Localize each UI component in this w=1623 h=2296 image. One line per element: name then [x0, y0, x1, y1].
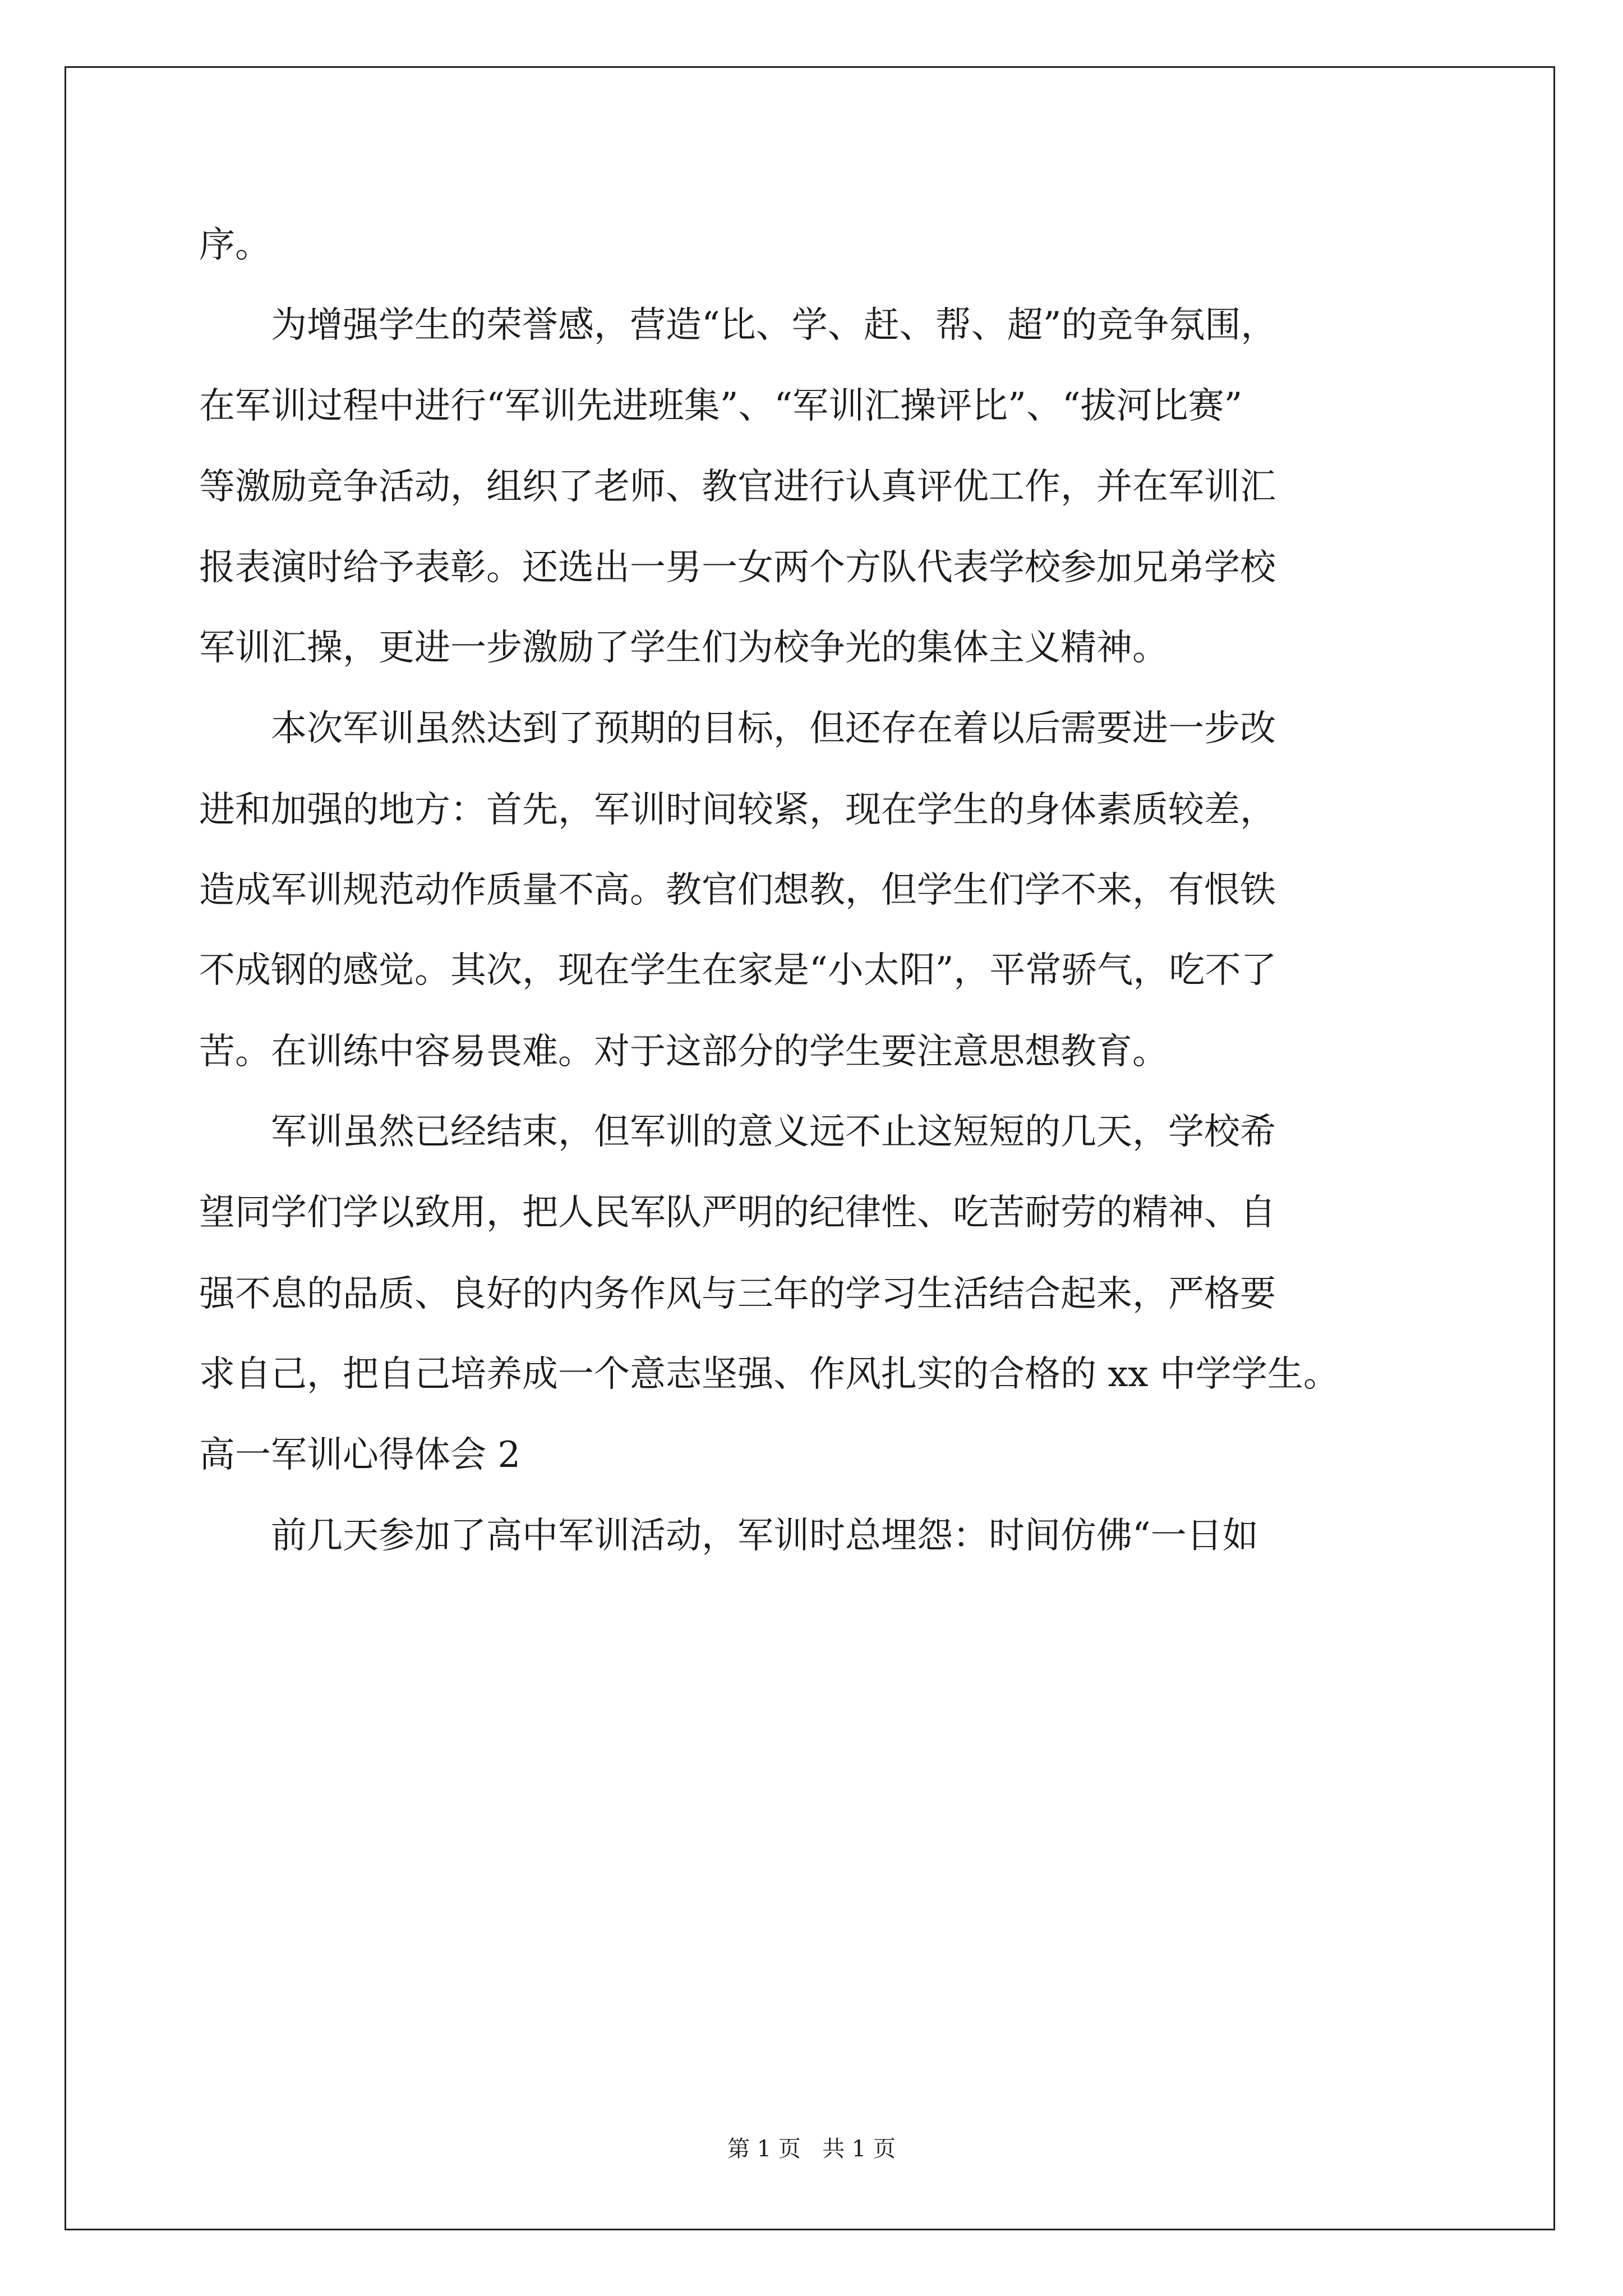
text-line: 在军训过程中进行“军训先进班集”、“军训汇操评比”、“拔河比赛” [199, 385, 1243, 427]
text-line: 进和加强的地方：首先，军训时间较紧，现在学生的身体素质较差， [199, 789, 1276, 831]
text-line: 前几天参加了高中军训活动，军训时总埋怨：时间仿佛“一日如 [199, 1515, 1258, 1557]
text-line: 本次军训虽然达到了预期的目标，但还存在着以后需要进一步改 [199, 708, 1276, 749]
section-heading: 高一军训心得体会 2 [199, 1434, 521, 1476]
page-footer: 第 1 页 共 1 页 [727, 2136, 896, 2162]
text-line: 求自己，把自己培养成一个意志坚强、作风扎实的合格的 xx 中学学生。 [199, 1354, 1339, 1395]
text-line: 苦。在训练中容易畏难。对于这部分的学生要注意思想教育。 [199, 1031, 1168, 1073]
text-line: 军训虽然已经结束，但军训的意义远不止这短短的几天，学校希 [199, 1111, 1276, 1153]
text-line: 军训汇操，更进一步激励了学生们为校争光的集体主义精神。 [199, 627, 1168, 669]
text-line: 不成钢的感觉。其次，现在学生在家是“小太阳”，平常骄气，吃不了 [199, 950, 1277, 991]
text-line: 望同学们学以致用，把人民军队严明的纪律性、吃苦耐劳的精神、自 [199, 1192, 1276, 1234]
text-line: 造成军训规范动作质量不高。教官们想教，但学生们学不来，有恨铁 [199, 869, 1276, 911]
text-line: 强不息的品质、良好的内务作风与三年的学习生活结合起来，严格要 [199, 1273, 1276, 1315]
text-line: 为增强学生的荣誉感，营造“比、学、赶、帮、超”的竞争氛围， [199, 305, 1277, 346]
text-line: 报表演时给予表彰。还选出一男一女两个方队代表学校参加兄弟学校 [199, 547, 1276, 588]
text-line: 等激励竞争活动，组织了老师、教官进行认真评优工作，并在军训汇 [199, 466, 1276, 508]
text-line: 序。 [199, 224, 271, 266]
